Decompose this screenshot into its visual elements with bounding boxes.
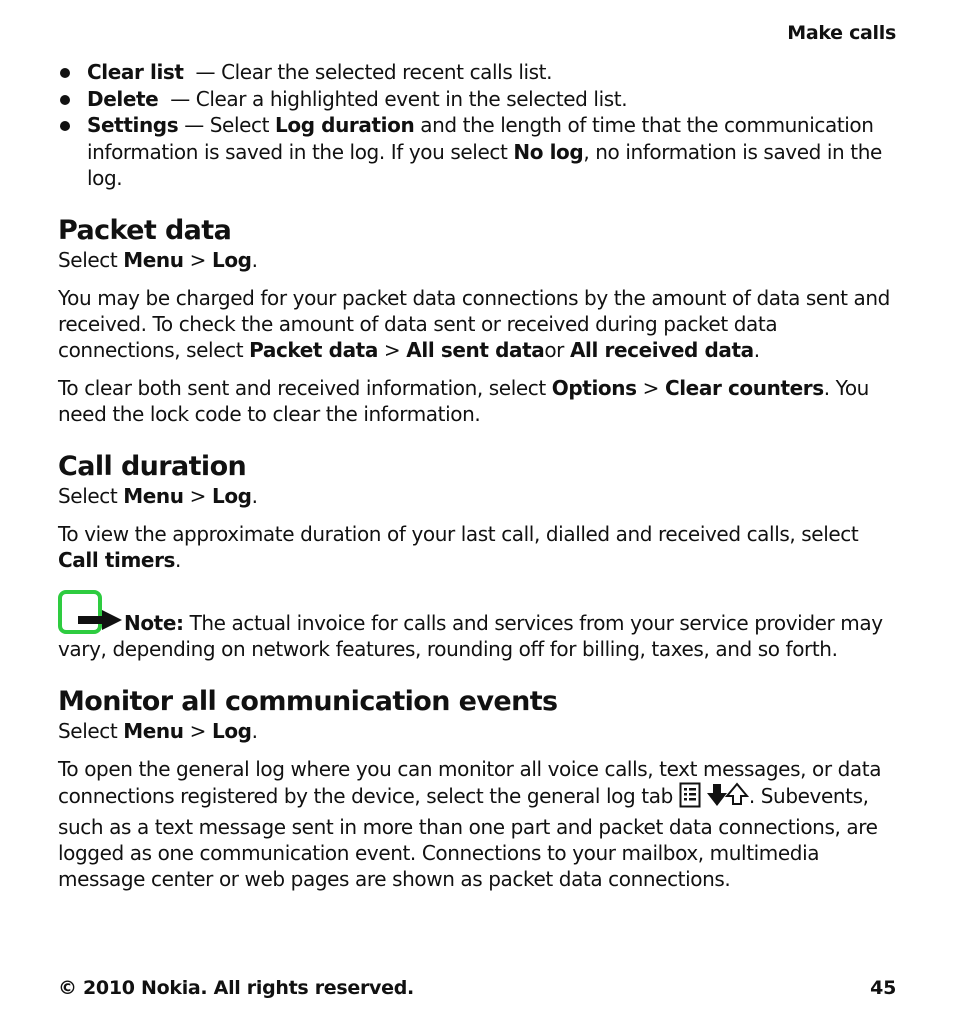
section-title-call-duration: Call duration	[58, 450, 247, 482]
option-term: Delete	[87, 86, 159, 111]
menu-path-period: .	[251, 718, 258, 743]
paragraph-text: To open the general log where you can monitor all voice calls, text messages, or data connections registered by the device, select the general log tab	[58, 756, 882, 808]
menu-path-arrow: >	[189, 247, 206, 272]
log-options-list	[58, 59, 896, 192]
paragraph-text: .	[175, 547, 182, 572]
note-label: Note:	[124, 610, 184, 635]
copyright-text: © 2010 Nokia. All rights reserved.	[58, 977, 414, 999]
list-item	[58, 59, 896, 86]
menu-path-prefix: Select	[58, 718, 124, 743]
menu-path-menu: Menu	[123, 247, 184, 272]
list-item	[58, 112, 896, 192]
packet-data-paragraph-1	[58, 285, 896, 363]
note-hand-icon	[58, 590, 124, 634]
paragraph-text: or	[544, 337, 570, 362]
menu-path-arrow: >	[189, 483, 206, 508]
menu-path-log: Log	[211, 718, 252, 743]
paragraph-text: . Subevents, such as a text message sent in more than one part and packet data connections, are logged as one communication event. Connections to your mailbox, multimedia message center or web pages are shown as packet data connections.	[58, 783, 878, 891]
section-title-monitor-events: Monitor all communication events	[58, 685, 558, 717]
monitor-paragraph	[58, 756, 896, 892]
menu-path-log: Log	[211, 247, 252, 272]
list-item	[58, 86, 896, 113]
menu-path-period: .	[251, 247, 258, 272]
manual-page	[58, 0, 896, 1036]
menu-term: Packet data	[249, 337, 378, 362]
menu-term: Clear counters	[664, 375, 824, 400]
paragraph-text: To clear both sent and received information, select	[58, 375, 552, 400]
option-term: Settings	[87, 113, 179, 137]
call-duration-paragraph	[58, 521, 896, 573]
menu-path-log: Log	[211, 483, 252, 508]
option-term: Clear list	[87, 60, 184, 84]
menu-term: Options	[551, 375, 637, 400]
option-term: No log	[513, 139, 584, 164]
option-desc: — Clear the selected recent calls list.	[195, 60, 553, 84]
running-header: Make calls	[787, 22, 896, 44]
paragraph-text: . You need the lock code to clear the information.	[58, 375, 869, 426]
menu-path-arrow: >	[383, 337, 401, 362]
page-number: 45	[870, 977, 896, 999]
log-list-icon	[679, 782, 703, 814]
menu-path-arrow: >	[642, 375, 659, 400]
paragraph-text: .	[753, 337, 760, 362]
menu-path	[58, 247, 896, 273]
menu-path-prefix: Select	[58, 247, 124, 272]
menu-term: All received data	[569, 337, 754, 362]
paragraph-text: To view the approximate duration of your last call, dialled and received calls, select	[58, 521, 859, 546]
incoming-outgoing-arrows-icon	[703, 782, 749, 814]
menu-path-menu: Menu	[123, 718, 184, 743]
menu-path	[58, 718, 896, 744]
option-term: Log duration	[275, 113, 415, 137]
section-title-packet-data: Packet data	[58, 214, 232, 246]
menu-term: Call timers	[58, 547, 176, 572]
option-desc: — Clear a highlighted event in the selected list.	[170, 86, 628, 111]
bullet-icon	[60, 68, 70, 78]
packet-data-paragraph-2	[58, 375, 896, 427]
menu-term: All sent data	[406, 337, 545, 362]
menu-path-arrow: >	[189, 718, 206, 743]
menu-path-menu: Menu	[123, 483, 184, 508]
paragraph-text: You may be charged for your packet data connections by the amount of data sent and received. To check the amount of data sent or received during packet data connections, select	[58, 285, 890, 362]
bullet-icon	[60, 95, 70, 105]
bullet-icon	[60, 121, 70, 131]
page-footer	[58, 977, 896, 999]
option-desc: and the length of time that the communication information is saved in the log. If you select	[87, 113, 874, 164]
option-desc: , no information is saved in the log.	[87, 139, 882, 190]
note-text: The actual invoice for calls and services from your service provider may vary, depending on network features, rounding off for billing, taxes, and so forth.	[58, 610, 883, 661]
option-desc: — Select	[184, 113, 276, 137]
page-content	[58, 59, 896, 892]
menu-path	[58, 483, 896, 509]
note-box	[58, 590, 896, 662]
menu-path-period: .	[251, 483, 258, 508]
menu-path-prefix: Select	[58, 483, 124, 508]
